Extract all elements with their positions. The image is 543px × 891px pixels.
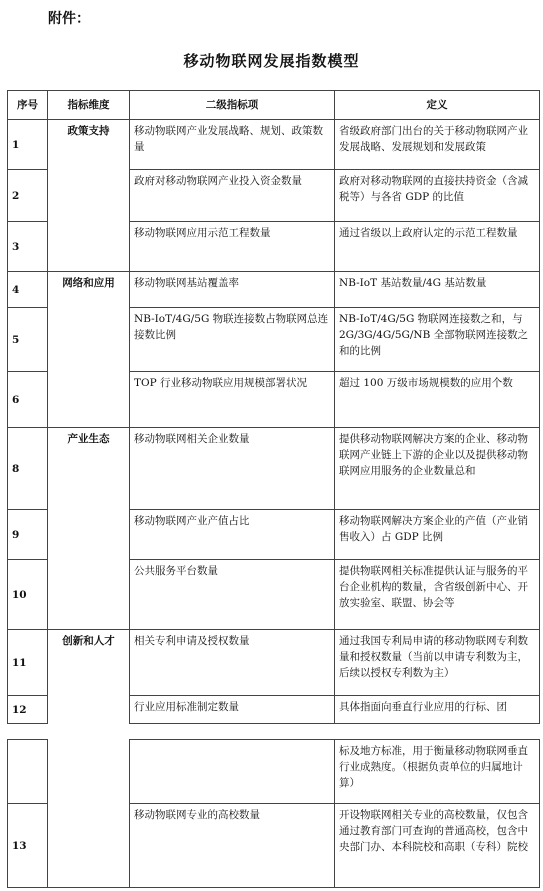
row-item: NB-IoT/4G/5G 物联连接数占物联网总连接数比例 xyxy=(130,308,335,372)
row-definition: 提供物联网相关标准提供认证与服务的平台企业机构的数量，含省级创新中心、开放实验室、联盟、协会等 xyxy=(335,560,540,630)
row-item xyxy=(130,740,335,804)
row-num: 12 xyxy=(8,696,48,724)
document-title: 移动物联网发展指数模型 xyxy=(183,52,360,70)
row-dimension xyxy=(48,170,130,222)
row-dimension xyxy=(48,560,130,630)
row-num: 6 xyxy=(8,372,48,428)
row-num: 10 xyxy=(8,560,48,630)
header-num: 序号 xyxy=(8,91,48,120)
row-definition: 超过 100 万级市场规模数的应用个数 xyxy=(335,372,540,428)
row-definition: 标及地方标准，用于衡量移动物联网垂直行业成熟度。（根据负责单位的归属地计算） xyxy=(335,740,540,804)
row-definition: 政府对移动物联网的直接扶持资金（含减税等）与各省 GDP 的比值 xyxy=(335,170,540,222)
header-definition: 定义 xyxy=(335,91,540,120)
row-num xyxy=(8,740,48,804)
row-num: 2 xyxy=(8,170,48,222)
table-row xyxy=(8,630,540,696)
row-num: 13 xyxy=(8,804,48,888)
row-definition: 提供移动物联网解决方案的企业、移动物联网产业链上下游的企业以及提供移动物联网应用服务的企业数量总和 xyxy=(335,428,540,510)
row-dimension xyxy=(48,510,130,560)
table-row xyxy=(8,696,540,724)
table-row xyxy=(8,510,540,560)
row-definition: 移动物联网解决方案企业的产值（产业销售收入）占 GDP 比例 xyxy=(335,510,540,560)
table-row xyxy=(8,372,540,428)
row-dimension: 政策支持 xyxy=(48,120,130,170)
row-dimension: 产业生态 xyxy=(48,428,130,510)
attachment-label: 附件： xyxy=(48,11,90,27)
index-table-continued xyxy=(7,739,539,888)
row-num: 3 xyxy=(8,222,48,272)
table-row xyxy=(8,272,540,308)
table-row xyxy=(8,308,540,372)
row-item: 移动物联网产业发展战略、规划、政策数量 xyxy=(130,120,335,170)
row-definition: NB-IoT/4G/5G 物联网连接数之和，与 2G/3G/4G/5G/NB 全部物联网连接数之和的比例 xyxy=(335,308,540,372)
row-item: 移动物联网应用示范工程数量 xyxy=(130,222,335,272)
row-definition: 通过省级以上政府认定的示范工程数量 xyxy=(335,222,540,272)
row-item: 行业应用标准制定数量 xyxy=(130,696,335,724)
row-item: 相关专利申请及授权数量 xyxy=(130,630,335,696)
row-num: 11 xyxy=(8,630,48,696)
table-row xyxy=(8,222,540,272)
row-num: 1 xyxy=(8,120,48,170)
row-definition: 开设物联网相关专业的高校数量，仅包含通过教育部门可查询的普通高校，包含中央部门办、本科院校和高职（专科）院校 xyxy=(335,804,540,888)
header-dimension: 指标维度 xyxy=(48,91,130,120)
row-num: 8 xyxy=(8,428,48,510)
row-num: 5 xyxy=(8,308,48,372)
row-item: 移动物联网产业产值占比 xyxy=(130,510,335,560)
table-row xyxy=(8,804,540,888)
table-row xyxy=(8,428,540,510)
header-item: 二级指标项 xyxy=(130,91,335,120)
row-dimension: 创新和人才 xyxy=(48,630,130,696)
table-row xyxy=(8,170,540,222)
row-item: 移动物联网基站覆盖率 xyxy=(130,272,335,308)
table-row xyxy=(8,120,540,170)
row-dimension xyxy=(48,696,130,724)
row-item: 移动物联网专业的高校数量 xyxy=(130,804,335,888)
row-item: 公共服务平台数量 xyxy=(130,560,335,630)
row-item: TOP 行业移动物联应用规模部署状况 xyxy=(130,372,335,428)
row-num: 9 xyxy=(8,510,48,560)
row-dimension xyxy=(48,222,130,272)
table-row xyxy=(8,740,540,804)
row-item: 移动物联网相关企业数量 xyxy=(130,428,335,510)
row-definition: NB-IoT 基站数量/4G 基站数量 xyxy=(335,272,540,308)
row-dimension xyxy=(48,804,130,888)
row-definition: 省级政府部门出台的关于移动物联网产业发展战略、发展规划和发展政策 xyxy=(335,120,540,170)
row-dimension xyxy=(48,740,130,804)
row-item: 政府对移动物联网产业投入资金数量 xyxy=(130,170,335,222)
row-definition: 具体指面向垂直行业应用的行标、团 xyxy=(335,696,540,724)
index-table xyxy=(7,90,539,724)
row-dimension xyxy=(48,372,130,428)
row-definition: 通过我国专利局申请的移动物联网专利数量和授权数量（当前以申请专利数为主，后续以授权专利数为主） xyxy=(335,630,540,696)
row-dimension: 网络和应用 xyxy=(48,272,130,308)
row-num: 4 xyxy=(8,272,48,308)
row-dimension xyxy=(48,308,130,372)
table-header-row xyxy=(8,91,540,120)
table-row xyxy=(8,560,540,630)
